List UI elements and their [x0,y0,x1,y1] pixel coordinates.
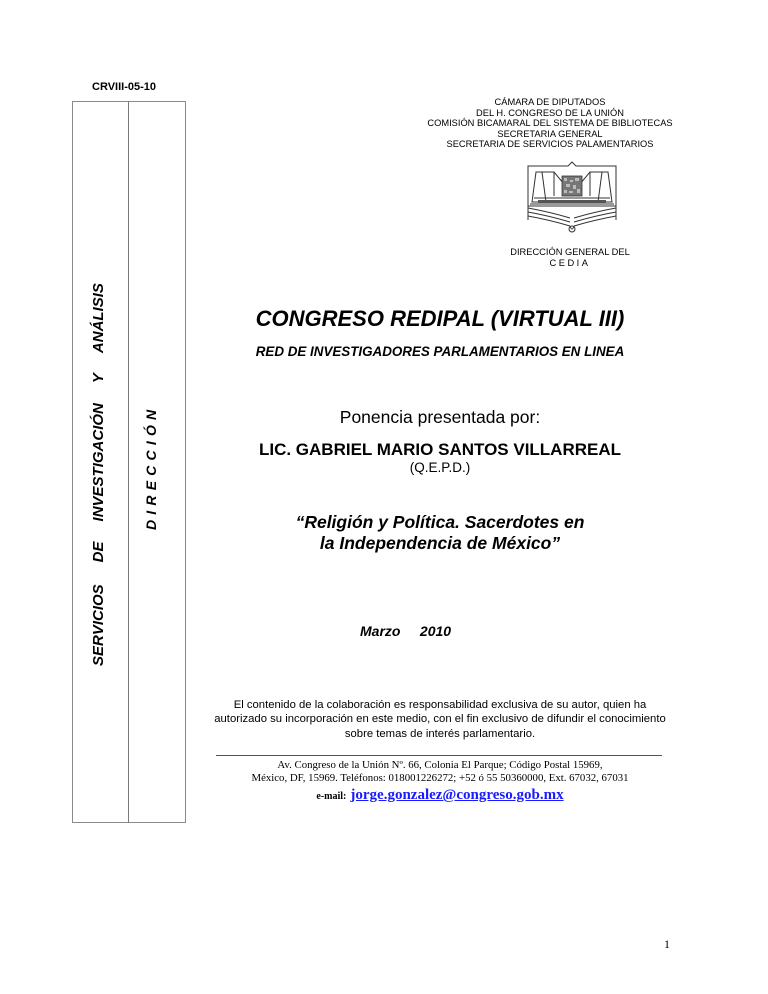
header-line: CÁMARA DE DIPUTADOS [494,97,606,107]
disclaimer-line: El contenido de la colaboración es responsabilidad exclusiva de su autor, quien ha [233,699,647,711]
header-line: SECRETARIA DE SERVICIOS PALAMENTARIOS [446,139,654,150]
footer-address [200,759,680,786]
side-word-y: Y [90,373,107,384]
email-label: e-mail: [316,791,347,802]
email-link[interactable]: jorge.gonzalez@congreso.gob.mx [350,787,564,803]
disclaimer-line: autorizado su incorporación en este medio, con el fin exclusivo de difundir el conocimiento [214,713,666,726]
side-word-servicios: SERVICIOS [90,584,107,666]
header-line: SECRETARIA GENERAL [497,128,603,139]
footer-email-row [200,786,680,804]
open-book-logo-icon [524,160,620,235]
document-code: CRVIII-05-10 [92,81,156,93]
address-line1: Av. Congreso de la Unión Nº. 66, Colonia El Parque; Código Postal 15969, [277,759,603,771]
footer-separator [216,755,662,756]
date-year: 2010 [419,623,452,639]
address-line2: México, DF, 15969. Teléfonos: 018001226272; +52 ó 55 50360000, Ext. 67032, 67031 [251,772,629,785]
header-line: DEL H. CONGRESO DE LA UNIÓN [476,107,624,118]
congress-subtitle: RED DE INVESTIGADORES PARLAMENTARIOS EN LINEA [255,344,625,359]
cedia-caption-line1: DIRECCIÓN GENERAL DEL [510,247,630,257]
publication-date [360,623,510,639]
header-line: COMISIÓN BICAMARAL DEL SISTEMA DE BIBLIOTECAS [427,118,673,129]
side-word-investigacion: INVESTIGACIÓN [90,403,107,522]
paper-title-line2: la Independencia de México” [319,533,561,553]
side-word-de: DE [90,541,107,563]
presented-by-label: Ponencia presentada por: [339,407,541,427]
page-number: 1 [664,937,670,951]
cedia-caption [480,247,660,268]
side-panel-outer-text [90,283,107,666]
congress-title: CONGRESO REDIPAL (VIRTUAL III) [255,306,625,331]
disclaimer [190,698,690,741]
disclaimer-line: sobre temas de interés parlamentario. [344,727,536,740]
cedia-caption-line2: CEDIA [549,257,591,268]
paper-title-line1: “Religión y Política. Sacerdotes en [295,512,585,532]
side-panel-inner-text: DIRECCIÓN [143,404,159,530]
author-note: (Q.E.P.D.) [409,460,471,475]
institution-header [400,97,700,150]
date-month: Marzo [360,623,401,639]
side-word-analisis: ANÁLISIS [90,283,107,354]
side-panel-divider [128,101,129,823]
author-name: LIC. GABRIEL MARIO SANTOS VILLARREAL [258,440,622,459]
paper-title [250,512,630,554]
